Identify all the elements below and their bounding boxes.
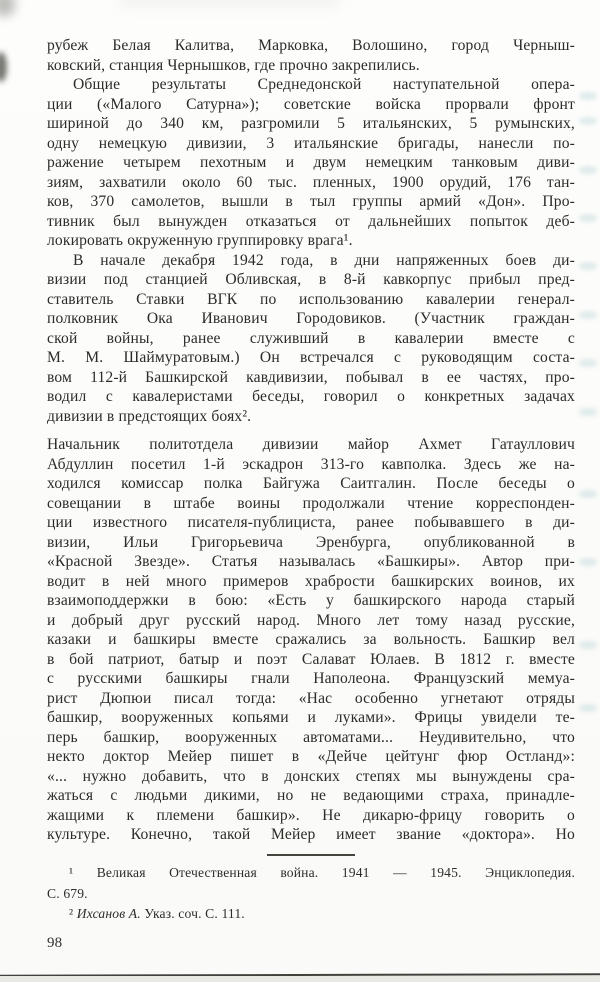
text-line: некто доктор Мейер пишет в «Дейче цейтунг фюр Остланд»: [47, 748, 575, 765]
text-line: ходился комиссар полка Байгужа Саитгалин. После беседы о [47, 475, 575, 492]
text-line: с русскими башкиры гнали Наполеона. Французский мемуа- [47, 670, 575, 687]
paragraph [47, 251, 575, 427]
text-line: ков, 370 самолетов, вышли в тыл группы армий «Дон». Про- [47, 193, 575, 210]
text-line: водит в ней много примеров храбрости башкирских воинов, их [47, 572, 575, 590]
footnote-text: С. 679. [47, 885, 88, 901]
text-line: Абдуллин посетил 1-й эскадрон 313-го кавполка. Здесь же на- [47, 455, 575, 473]
footnote-text: ² [69, 906, 77, 922]
text-line: В начале декабря 1942 года, в дни напряженных боев ди- [73, 251, 575, 269]
text-line: культуре. Конечно, такой Мейер имеет звание «доктора». Но [47, 826, 575, 843]
text-line: «... нужно добавить, что в донских степях мы вынуждены сра- [47, 767, 575, 785]
text-line: визии под станцией Обливская, в 8-й кавкорпус прибыл пред- [47, 271, 575, 288]
text-line: тивник был вынужден отказаться от дальнейших попыток деб- [47, 212, 575, 230]
text-line: локировать окруженную группировку врага¹. [47, 232, 353, 249]
right-edge-showthrough [572, 0, 600, 982]
footnote-line [47, 904, 575, 925]
text-line: «Красной Звезде». Статья называлась «Башкиры». Автор при- [47, 553, 575, 570]
showthrough-spot [579, 359, 597, 367]
scan-smudge-top [120, 0, 340, 6]
showthrough-spot [579, 311, 597, 319]
scan-smudge-left-edge [0, 52, 7, 82]
text-line: полковник Ока Иванович Городовиков. (Участник граждан- [47, 310, 575, 327]
showthrough-spot [579, 262, 597, 270]
text-line: ковский, станция Чернышков, где прочно закрепились. [47, 56, 420, 74]
showthrough-spot [579, 704, 597, 712]
footnote-separator-rule [267, 854, 355, 856]
text-line: в бой патриот, батыр и поэт Салават Юлаев. В 1812 г. вместе [47, 650, 575, 668]
footnote-author-italic: Ихсанов А. [76, 906, 141, 922]
showthrough-spot [579, 490, 597, 498]
text-line: ражение четырем пехотным и двум немецким танковым диви- [47, 154, 575, 171]
text-line: жаться с людьми дикими, но не ведающими страха, принадле- [47, 787, 575, 804]
body-text [47, 36, 575, 953]
text-line: зиям, захватили около 60 тыс. пленных, 1900 орудий, 176 тан- [47, 173, 575, 191]
showthrough-spot [579, 558, 597, 566]
showthrough-spot [579, 408, 597, 416]
text-line: Начальник политотдела дивизии майор Ахмет Гатауллович [47, 436, 575, 453]
text-line: ции («Малого Сатурна»); советские войска прорвали фронт [47, 95, 575, 113]
text-line: рубеж Белая Калитва, Марковка, Волошино, город Черныш- [47, 37, 575, 54]
scan-smudge-top-left-corner [0, 0, 15, 16]
text-line: жащими к племени башкир». Не дикарю-фрицу говорить о [47, 806, 575, 824]
text-line: вом 112-й Башкирской кавдивизии, побывал в ее частях, про- [47, 368, 575, 386]
text-line: перь башкир, вооруженных автоматами... Неудивительно, что [47, 728, 575, 746]
text-line: шириной до 340 км, разгромили 5 итальянских, 5 румынских, [47, 115, 575, 132]
paragraph [47, 435, 575, 845]
paragraph [47, 36, 575, 75]
text-line: башкир, вооруженных копьями и луками». Фрицы увидели те- [47, 709, 575, 726]
footnote-text: ¹ Великая Отечественная война. 1941 — 1945. Энциклопедия. [69, 865, 575, 881]
footnote-line [47, 863, 575, 884]
text-line: водил с кавалеристами беседы, говорил о конкретных задачах [47, 388, 575, 405]
footnote-text: Указ. соч. С. 111. [140, 906, 245, 922]
footnote-line [47, 884, 575, 905]
footnotes [47, 863, 575, 925]
paragraph [47, 75, 575, 251]
showthrough-spot [579, 641, 597, 649]
text-line: и добрый друг русский народ. Много лет тому назад русские, [47, 611, 575, 629]
showthrough-spot [579, 92, 597, 100]
text-line: совещании в штабе воины продолжали чтение корреспонден- [47, 494, 575, 512]
paragraphs-container [47, 36, 575, 845]
showthrough-spot [579, 214, 597, 222]
text-line: Общие результаты Среднедонской наступательной опера- [73, 76, 575, 93]
text-line: дивизии в предстоящих боях². [47, 407, 252, 425]
showthrough-spot [579, 117, 597, 125]
text-line: М. М. Шаймуратовым.) Он встречался с руководящим соста- [47, 349, 575, 366]
text-line: ской войны, ранее служивший в кавалерии вместе с [47, 329, 575, 347]
text-line: ции известного писателя-публициста, ранее побывавшего в ди- [47, 514, 575, 531]
showthrough-spot [579, 166, 597, 174]
text-line: одну немецкую дивизии, 3 итальянские бригады, нанесли по- [47, 134, 575, 152]
text-line: казаки и башкиры вместе сражались за вольность. Башкир вел [47, 631, 575, 648]
text-line: взаимоподдержки в бою: «Есть у башкирского народа старый [47, 592, 575, 609]
page-number: 98 [47, 934, 63, 951]
text-line: рист Дюпюи писал тогда: «Нас особенно угнетают отряды [47, 689, 575, 707]
area-below-page-edge [0, 976, 600, 982]
text-line: визии, Ильи Григорьевича Эренбурга, опубликованной в [47, 533, 575, 551]
text-line: ставитель Ставки ВГК по использованию кавалерии генерал- [47, 290, 575, 308]
